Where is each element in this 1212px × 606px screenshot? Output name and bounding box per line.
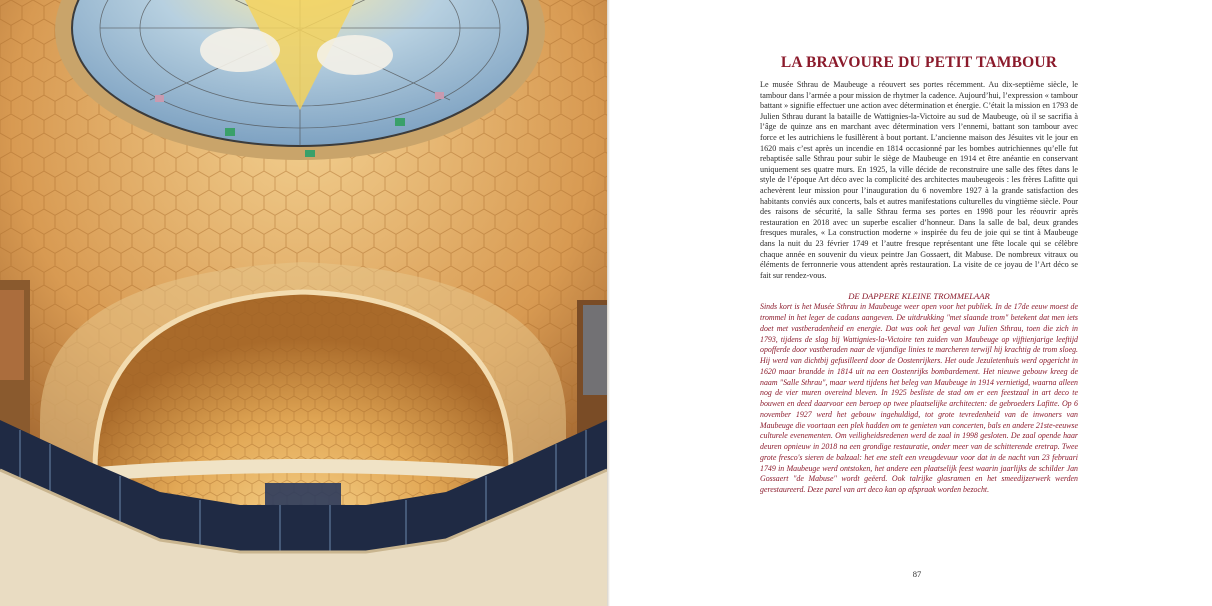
dutch-body: Sinds kort is het Musée Sthrau in Maubeuge weer open voor het publiek. In de 17de eeuw moest de trommel in het leger de cadans aangeven. De uitdrukking "met slaande trom" betekent dat men iets doet met vastberadenheid en energie. Dat was ook het geval van Julien Sthrau, toen die zich in 1793, tijdens de slag bij Wattignies-la-Victoire ten zuiden van Maubeuge op vijftienjarige leeftijd opofferde door vastberaden naar de vijandige linies te marcheren terwijl hij krachtig de trom sloeg. Hij werd van dichtbij gefusilleerd door de Oostenrijkers. Het oude Jezuïetenhuis werd opgericht in 1620 maar brandde in 1814 uit na een Oostenrijks bombardement. Het nieuwe gebouw kreeg de naam "Salle Sthrau", maar werd tijdens het beleg van Maubeuge in 1914 vernietigd, waarna alleen nog de vier muren overeind bleven. In 1925 besliste de stad om er een feestzaal in art deco te bouwen en deed daarvoor een beroep op twee plaatselijke architecten: de gebroeders Lafitte. Op 6 november 1927 werd het gebouw ingehuldigd, tot grote tevredenheid van de inwoners van Maubeuge die voortaan een plek hadden om te genieten van concerten, bals en andere 21ste-eeuwse culturele evenementen. Om veiligheidsredenen werd de zaal in 1998 gesloten. De zaal opende haar deuren opnieuw in 2018 na een grondige restauratie, onder meer van de schitterende eretrap. Twee grote fresco's sieren de balzaal: het ene stelt een vreugdevuur voor dat in de nacht van 23 februari 1749 in Maubeuge werd ontstoken, het andere een plaatselijk feest waarin jaarlijks de schilder Jan Gossaert "de Mabuse" wordt geëerd. Ook talrijke glasramen en het smeedijzerwerk werden gerestaureerd. Deze parel van art deco kan op afspraak worden bezocht. [760,302,1078,495]
page-number: 87 [912,569,922,579]
article-title: LA BRAVOURE DU PETIT TAMBOUR [780,54,1058,71]
dutch-title: DE DAPPERE KLEINE TROMMELAAR [848,291,990,302]
page-gutter [607,0,610,606]
french-body: Le musée Sthrau de Maubeuge a réouvert ses portes récemment. Au dix-septième siècle, le tambour dans l’armée a pour mission de rhytmer la cadence. Aujourd’hui, l’expression « tambour battant » signifie effectuer une action avec détermination et énergie. C’était la mission en 1793 de Julien Sthrau durant la bataille de Wattignies-la-Victoire au sud de Maubeuge, où il se sacrifia à l’âge de quinze ans en marchant avec détermination vers l’ennemi, battant son tambour avec force et les autrichiens le fusillèrent à bout portant. L’ancienne maison des Jésuites vit le jour en 1620 mais c’est après un incendie en 1814 occasionné par les bombes autrichiennes qu’elle fut rebaptisée salle Sthrau pour subir le siège de Maubeuge en 1914 et être anéantie en conservant uniquement ses quatre murs. En 1925, la ville décide de reconstruire une salle des fêtes dans le style de l’époque Art déco avec la complicité des architectes maubeugeois : les frères Lafitte qui achevèrent leur mission pour l’inauguration du 6 novembre 1927 à la grande satisfaction des habitants conviés aux concerts, bals et autres manifestations culturelles du vingtième siècle. Pour des raisons de sécurité, la salle Sthrau ferma ses portes en 1998 pour les réouvrir après restauration en 2018 avec un superbe escalier d’honneur. Dans la salle de bal, deux grandes fresques murales, « La construction moderne » inspirée du feu de joie qui se tint à Maubeuge dans la nuit du 23 février 1749 et l’autre fresque représentant une fête locale qui se célèbre chaque année en souvenir du vieux peintre Jan Gossaert, dit Mabuse. De nombreux vitraux ou éléments de ferronnerie vous attendent après restauration. La visite de ce joyau de l’Art déco se fait sur rendez-vous. [760,80,1078,280]
text-page [760,54,1078,496]
